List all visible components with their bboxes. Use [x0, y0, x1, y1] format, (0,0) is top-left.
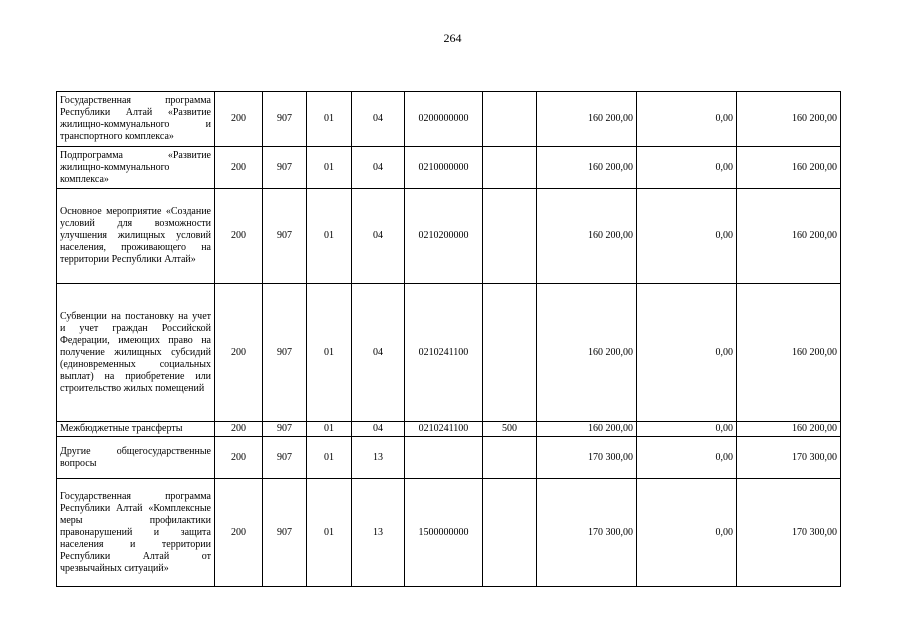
cell-sum3: 170 300,00: [737, 437, 841, 479]
cell-sum1: 160 200,00: [537, 284, 637, 422]
row-name: Другие общегосударственные вопросы: [57, 437, 215, 479]
cell-sum1: 160 200,00: [537, 92, 637, 147]
table-row: [57, 189, 841, 284]
cell-col5: [405, 437, 483, 479]
cell-col1: 200: [215, 422, 263, 437]
cell-sum2: 0,00: [637, 284, 737, 422]
cell-col6: [483, 284, 537, 422]
cell-col6: [483, 479, 537, 587]
cell-col6: [483, 92, 537, 147]
cell-sum3: 160 200,00: [737, 189, 841, 284]
cell-col1: 200: [215, 147, 263, 189]
cell-sum1: 170 300,00: [537, 437, 637, 479]
cell-col4: 04: [352, 284, 405, 422]
cell-col6: 500: [483, 422, 537, 437]
cell-col2: 907: [263, 437, 307, 479]
row-name: Межбюджетные трансферты: [57, 422, 215, 437]
cell-sum3: 160 200,00: [737, 284, 841, 422]
cell-col2: 907: [263, 189, 307, 284]
cell-col4: 13: [352, 437, 405, 479]
cell-col4: 13: [352, 479, 405, 587]
page-number: 264: [443, 31, 462, 45]
row-name: Субвенции на постановку на учет и учет граждан Российской Федерации, имеющих право на получение жилищных субсидий (единовременных социальных выплат) на приобретение или строительство жилых помещений: [57, 284, 215, 422]
cell-sum1: 170 300,00: [537, 479, 637, 587]
cell-col3: 01: [307, 147, 352, 189]
table-row: [57, 479, 841, 587]
cell-sum2: 0,00: [637, 479, 737, 587]
cell-col2: 907: [263, 147, 307, 189]
cell-sum2: 0,00: [637, 422, 737, 437]
cell-col4: 04: [352, 189, 405, 284]
cell-col3: 01: [307, 92, 352, 147]
cell-sum3: 160 200,00: [737, 92, 841, 147]
table-row: [57, 147, 841, 189]
table-row: [57, 437, 841, 479]
cell-sum1: 160 200,00: [537, 147, 637, 189]
cell-col3: 01: [307, 479, 352, 587]
cell-sum1: 160 200,00: [537, 422, 637, 437]
cell-sum2: 0,00: [637, 437, 737, 479]
cell-col3: 01: [307, 437, 352, 479]
row-name: Подпрограмма «Развитие жилищно-коммунального комплекса»: [57, 147, 215, 189]
cell-col2: 907: [263, 92, 307, 147]
cell-col4: 04: [352, 147, 405, 189]
cell-col1: 200: [215, 92, 263, 147]
cell-col3: 01: [307, 189, 352, 284]
cell-col2: 907: [263, 479, 307, 587]
cell-col1: 200: [215, 189, 263, 284]
cell-col2: 907: [263, 284, 307, 422]
cell-col1: 200: [215, 479, 263, 587]
cell-col6: [483, 189, 537, 284]
row-name: Основное мероприятие «Создание условий для возможности улучшения жилищных условий населения, проживающего на территории Республики Алтай»: [57, 189, 215, 284]
cell-col4: 04: [352, 422, 405, 437]
cell-sum3: 160 200,00: [737, 422, 841, 437]
cell-col5: 0210000000: [405, 147, 483, 189]
cell-col5: 1500000000: [405, 479, 483, 587]
table-row: [57, 422, 841, 437]
cell-sum1: 160 200,00: [537, 189, 637, 284]
cell-col6: [483, 437, 537, 479]
cell-col3: 01: [307, 284, 352, 422]
table-row: [57, 92, 841, 147]
row-name: Государственная программа Республики Алтай «Комплексные меры профилактики правонарушений и защита населения и территории Республики Алтай от чрезвычайных ситуаций»: [57, 479, 215, 587]
cell-sum2: 0,00: [637, 92, 737, 147]
cell-sum3: 160 200,00: [737, 147, 841, 189]
table-row: [57, 284, 841, 422]
cell-col4: 04: [352, 92, 405, 147]
cell-sum2: 0,00: [637, 189, 737, 284]
row-name: Государственная программа Республики Алтай «Развитие жилищно-коммунального и транспортного комплекса»: [57, 92, 215, 147]
cell-col5: 0200000000: [405, 92, 483, 147]
budget-table-body: [57, 92, 841, 587]
cell-col6: [483, 147, 537, 189]
cell-col1: 200: [215, 284, 263, 422]
cell-sum2: 0,00: [637, 147, 737, 189]
budget-table: [56, 91, 841, 587]
cell-col5: 0210200000: [405, 189, 483, 284]
cell-col5: 0210241100: [405, 284, 483, 422]
cell-col3: 01: [307, 422, 352, 437]
cell-col2: 907: [263, 422, 307, 437]
cell-col1: 200: [215, 437, 263, 479]
cell-col5: 0210241100: [405, 422, 483, 437]
cell-sum3: 170 300,00: [737, 479, 841, 587]
